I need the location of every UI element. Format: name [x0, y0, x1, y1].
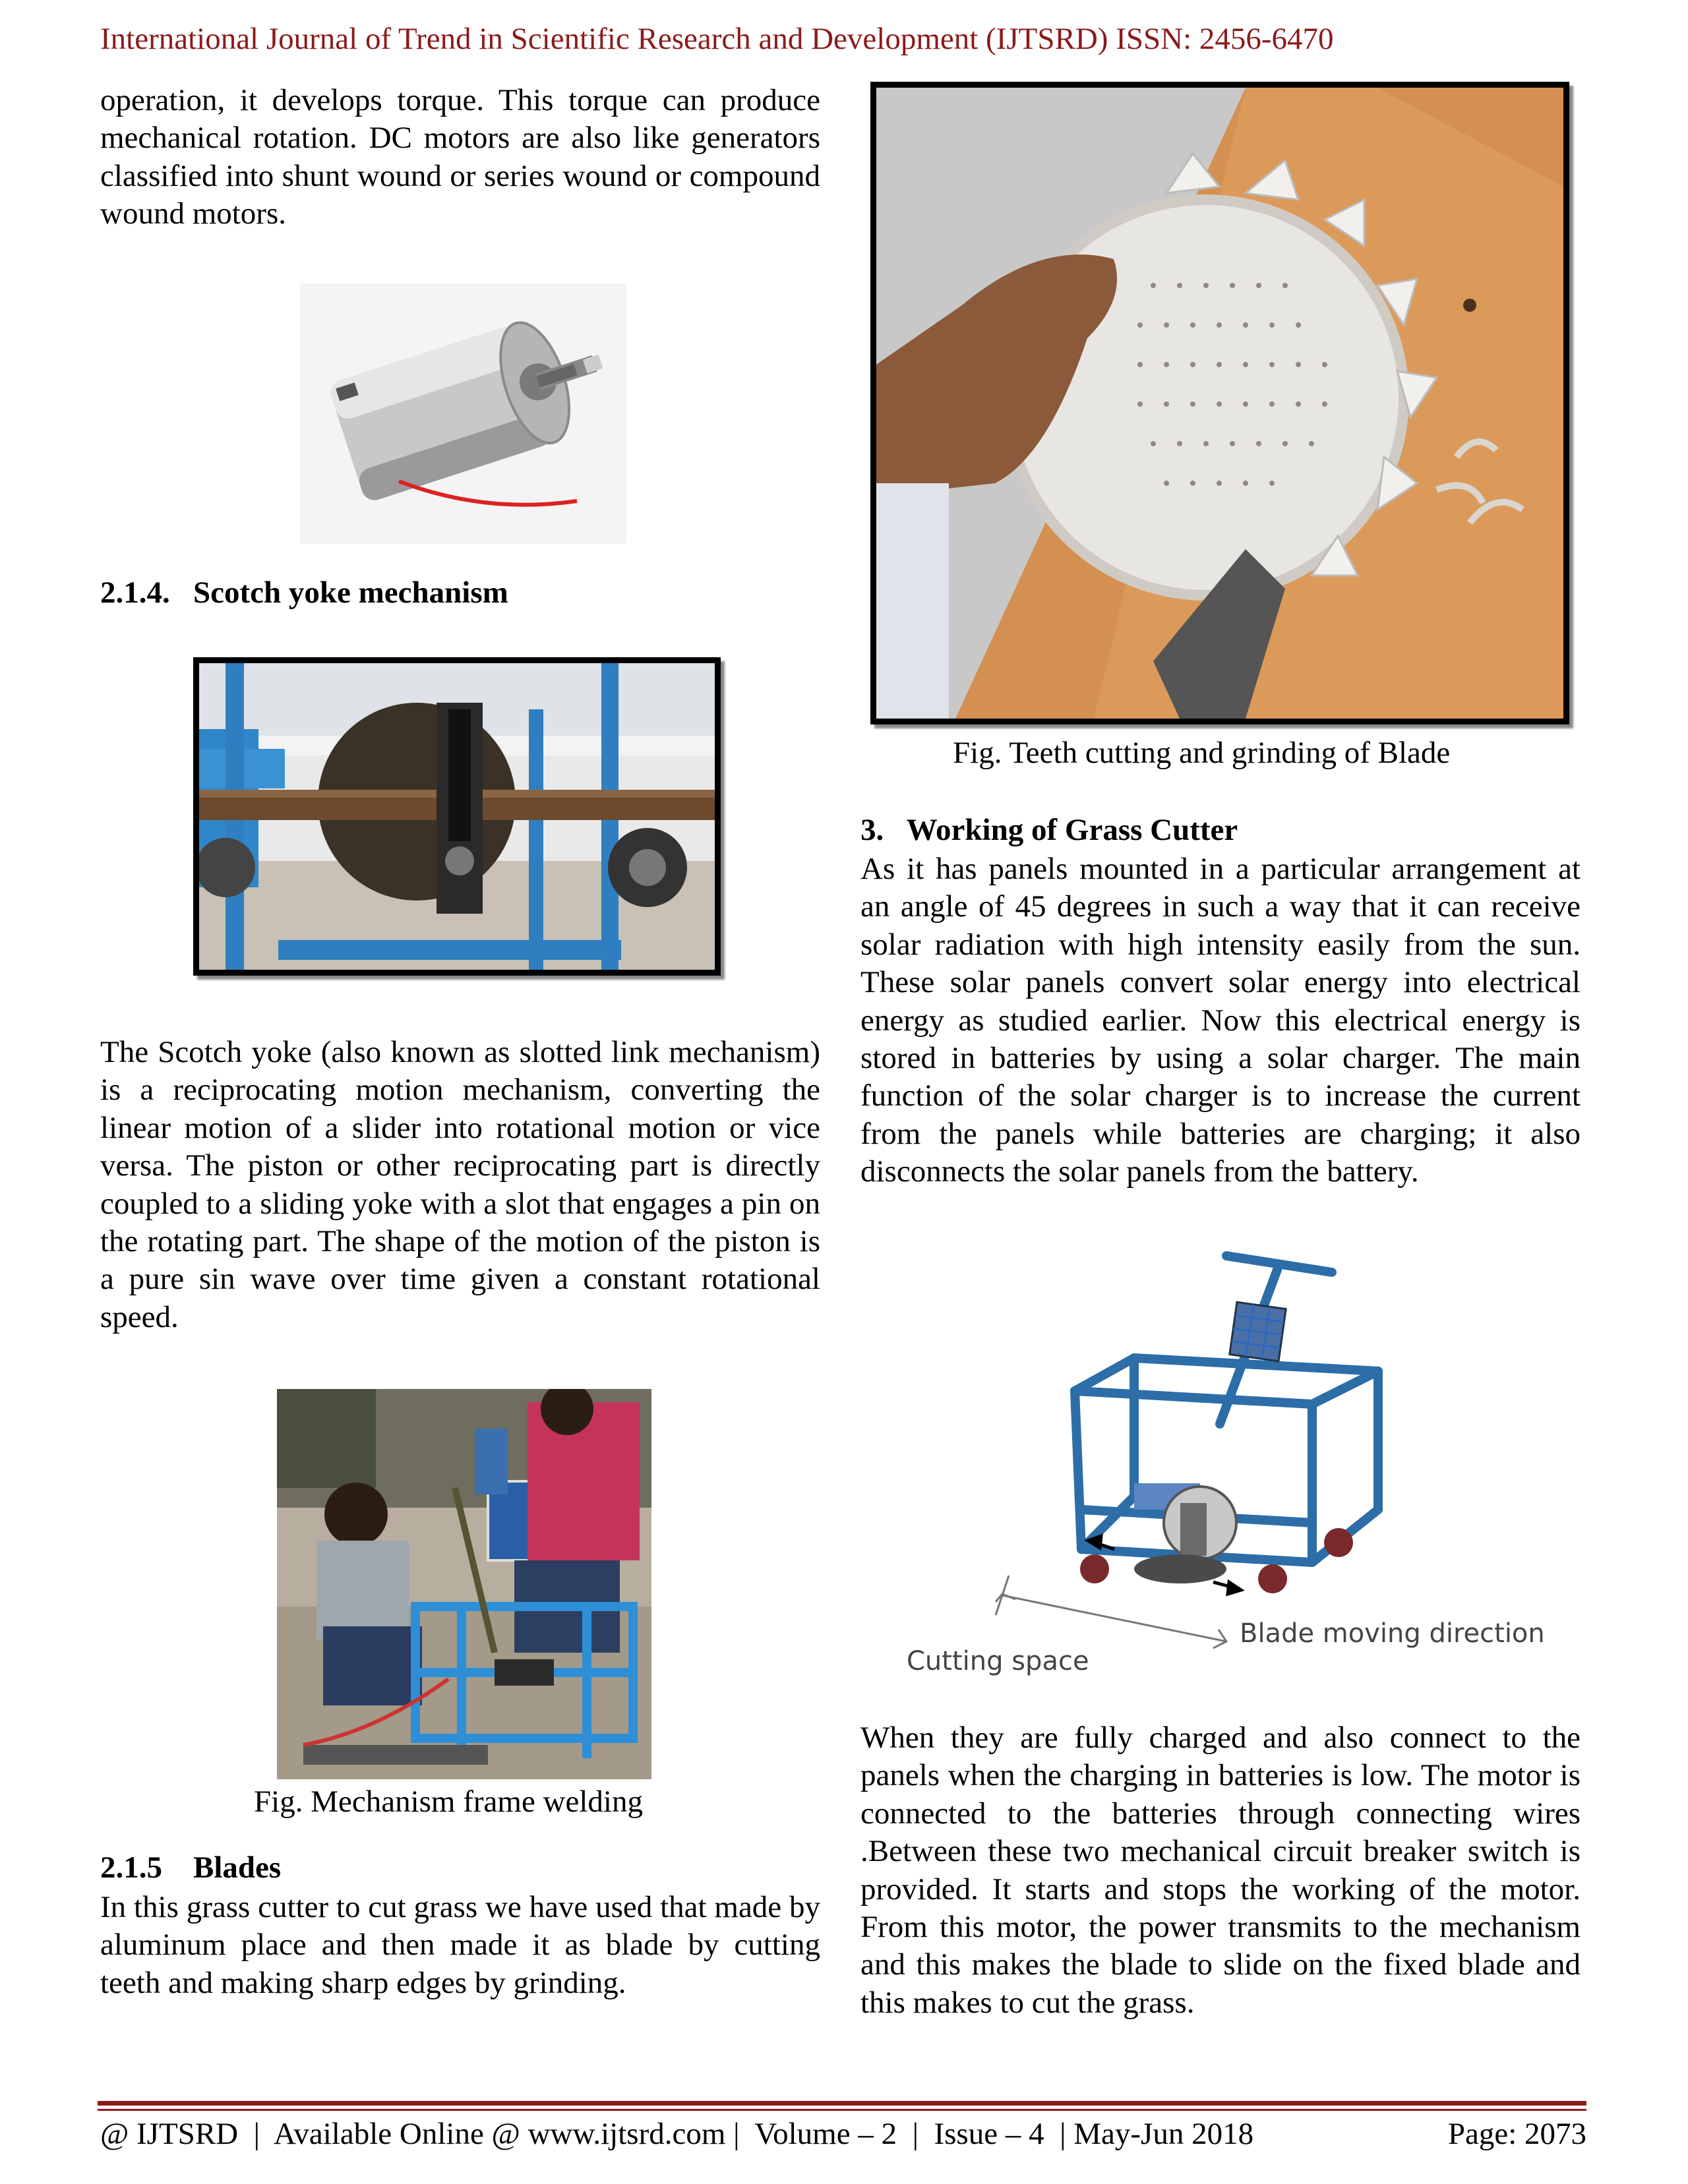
intro-paragraph: operation, it develops torque. This torque can produce mechanical rotation. DC motors are also like generators classified into shunt wound or series wound or compound wound motors. — [100, 83, 820, 231]
blade-cutting-caption: Fig. Teeth cutting and grinding of Blade — [953, 736, 1451, 770]
footer-info: @ IJTSRD | Available Online @ www.ijtsrd.com | Volume – 2 | Issue – 4 | May-Jun 2018 — [100, 2117, 1254, 2151]
blades-paragraph: In this grass cutter to cut grass we have used that made by aluminum place and then made it as blade by cutting teeth and making sharp edges by grinding. — [100, 1890, 820, 2000]
frame-welding-caption: Fig. Mechanism frame welding — [254, 1785, 643, 1819]
final-paragraph: When they are fully charged and also connect to the panels when the charging in batteries is low. The motor is connected to the batteries through connecting wires .Between these two mechanical circuit breaker switch is provided. It starts and stops the working of the motor. From this motor, the power transmits to the mechanism and this makes the blade to slide on the fixed blade and this makes to cut the grass. — [860, 1721, 1581, 2020]
scotch-yoke-image — [193, 657, 721, 976]
journal-header: International Journal of Trend in Scientific Research and Development (IJTSRD) ISSN: 2456-6470 — [100, 22, 1334, 56]
blade-cutting-image — [870, 82, 1569, 724]
footer-rule-thick — [98, 2101, 1586, 2106]
section-3-title: 3. Working of Grass Cutter — [860, 813, 1238, 847]
dc-motor-image — [300, 283, 626, 544]
frame-welding-image — [277, 1389, 651, 1779]
cutting-space-label: Cutting space — [907, 1646, 1089, 1676]
page-footer — [100, 2116, 1586, 2152]
footer-rule-thin — [98, 2109, 1586, 2111]
section-2-1-5-title: 2.1.5 Blades — [100, 1850, 282, 1885]
page-number: Page: 2073 — [1447, 2117, 1586, 2151]
scotch-yoke-paragraph: The Scotch yoke (also known as slotted link mechanism) is a reciprocating motion mechanism, converting the linear motion of a slider into rotational motion or vice versa. The piston or other reciprocating part is directly coupled to a sliding yoke with a slot that engages a pin on the rotating part. The shape of the motion of the piston is a pure sin wave over time given a constant rotational speed. — [100, 1035, 820, 1334]
working-paragraph: As it has panels mounted in a particular arrangement at an angle of 45 degrees in such a way that it can receive solar radiation with high intensity easily from the sun. These solar panels convert solar energy into electrical energy as studied earlier. Now this electrical energy is stored in batteries by using a solar charger. The main function of the solar charger is to increase the current from the panels while batteries are charging; it also disconnects the solar panels from the battery. — [860, 852, 1581, 1189]
blade-moving-direction-label: Blade moving direction — [1240, 1618, 1545, 1649]
section-2-1-4-title: 2.1.4. Scotch yoke mechanism — [100, 576, 508, 610]
